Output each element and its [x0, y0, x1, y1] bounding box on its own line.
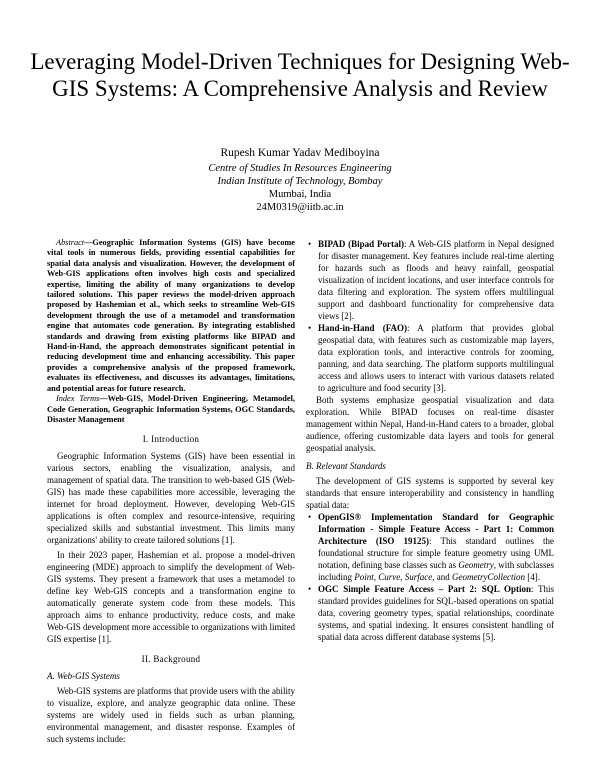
ogc-part1-text-b: , with subclasses including — [318, 560, 555, 582]
ogc-part1-text-c: , and — [432, 572, 452, 582]
ogc-part1-text-d: [4]. — [524, 572, 540, 582]
abstract — [47, 238, 295, 394]
list-item-hand-in-hand — [306, 322, 554, 394]
list-item-ogc-part2 — [306, 583, 554, 643]
bipad-text: : A Web-GIS platform in Nepal designed for disaster management. Key features include real-time alerting for hazards such as floods and heavy rainfall, geospatial visualization of incident locations, and user interface controls for data filtering and exploration. The system offers multilingual support and dashboard functionality for comprehensive data views [2]. — [318, 239, 554, 321]
ogc-part1-title: OpenGIS® Implementation Standard for Geographic Information - Simple Feature Access - Part 1: Common Architecture (ISO 19125) — [318, 512, 554, 546]
bipad-title: BIPAD (Bipad Portal) — [318, 239, 404, 249]
section-heading-background: II. Background — [141, 654, 201, 665]
ogc-part2-title: OGC Simple Feature Access – Part 2: SQL Option — [318, 584, 531, 594]
webgis-paragraph-1: Web-GIS systems are platforms that provide users with the ability to visualize, explore, and analyze geographic data online. These systems are widely used in fields such as urban planning, environmental management, and disaster response. Examples of such systems include: — [47, 686, 295, 745]
list-item-ogc-part1 — [306, 511, 554, 583]
author-location: Mumbai, India — [268, 189, 332, 200]
section-heading-introduction: I. Introduction — [142, 434, 200, 445]
abstract-text: —Geographic Information Systems (GIS) have become vital tools in numerous fields, providing essential capabilities for spatial data analysis and visualization. However, the development of Web-GIS applications often involves high costs and specialized expertise, limiting the ability of many organizations to develop tailored solutions. This paper reviews the model-driven approach proposed by Hashemian et al., which seeks to streamline Web-GIS development through the use of a metamodel and transformation engine that automates code generation. By integrating established standards and drawing from existing platforms like BIPAD and Hand-in-Hand, the approach demonstrates significant potential in reducing development time and enhancing accessibility. This paper provides a comprehensive analysis of the proposed framework, evaluates its effectiveness, and discusses its advantages, limitations, and potential areas for future research. — [47, 238, 295, 393]
bullet-icon: • — [308, 584, 312, 594]
hih-text: : A platform that provides global geospatial data, with features such as customizable map layers, data exploration tools, and interactive controls for zooming, panning, and data searching. The platform supports multilingual access and allows users to interact with various datasets related to agriculture and food security [3]. — [318, 323, 554, 393]
bullet-icon: • — [308, 323, 312, 333]
ogc-part1-sep2: , — [400, 572, 405, 582]
ogc-part1-sep1: , — [373, 572, 379, 582]
abstract-label: Abstract — [56, 238, 85, 247]
ogc-part1-geometry: Geometry — [458, 560, 494, 570]
right-column — [306, 238, 554, 643]
intro-paragraph-2: In their 2023 paper, Hashemian et al. propose a model-driven engineering (MDE) approach to simplify the development of Web-GIS systems. They present a framework that uses a metamodel to define key Web-GIS concepts and a transformation engine to automatically generate system code from these models. This approach aims to enhance productivity, reduce costs, and make Web-GIS development more accessible to organizations with limited GIS expertise [1]. — [47, 550, 295, 645]
author-block — [0, 146, 600, 214]
standards-list — [306, 511, 554, 643]
webgis-examples-list — [306, 238, 554, 394]
ogc-part1-geometry-collection: GeometryCollection — [452, 572, 525, 582]
subsection-heading-standards: B. Relevant Standards — [306, 461, 386, 471]
author-name: Rupesh Kumar Yadav Mediboyina — [220, 147, 380, 159]
both-systems-paragraph: Both systems emphasize geospatial visualization and data exploration. While BIPAD focuses on real-time disaster management within Nepal, Hand-in-Hand caters to a broader, global audience, offering customizable data layers and tools for general geospatial analysis. — [306, 395, 554, 453]
paper-title: Leveraging Model-Driven Techniques for Designing Web-GIS Systems: A Comprehensive Analysis and Review — [30, 49, 570, 101]
standards-paragraph-1: The development of GIS systems is supported by several key standards that ensure interoperability and consistency in handling spatial data: — [306, 476, 554, 510]
hih-title: Hand-in-Hand (FAO) — [318, 323, 408, 333]
bullet-icon: • — [308, 239, 312, 249]
affiliation-centre: Centre of Studies In Resources Engineering — [208, 163, 392, 174]
index-terms — [47, 394, 295, 425]
left-column — [47, 238, 295, 745]
ogc-part1-point: Point — [354, 572, 374, 582]
ogc-part1-text-a: : This standard outlines the foundational structure for simple feature geometry using UML notation, defining base classes such as — [318, 536, 554, 570]
ogc-part1-curve: Curve — [378, 572, 401, 582]
subsection-heading-webgis: A. Web-GIS Systems — [47, 671, 120, 682]
list-item-bipad — [306, 238, 554, 322]
affiliation-institute: Indian Institute of Technology, Bombay — [217, 176, 383, 187]
ogc-part1-surface: Surface — [404, 572, 433, 582]
author-email[interactable]: 24M0319@iitb.ac.in — [256, 202, 344, 213]
intro-paragraph-1: Geographic Information Systems (GIS) have been essential in various sectors, enabling the visualization, analysis, and management of spatial data. The transition to web-based GIS (Web-GIS) has made these capabilities more accessible, leveraging the internet for broad deployment. However, developing Web-GIS applications is often complex and resource-intensive, requiring specialized skills and substantial investment. This limits many organizations' ability to create tailored solutions [1]. — [47, 451, 295, 546]
index-terms-text: —Web-GIS, Model-Driven Engineering, Metamodel, Code Generation, Geographic Information Systems, OGC Standards, Disaster Management — [47, 394, 295, 424]
bullet-icon: • — [308, 512, 312, 522]
index-terms-label: Index Terms — [56, 394, 100, 404]
ogc-part2-text: : This standard provides guidelines for SQL-based operations on spatial data, covering geometry types, spatial relationships, coordinate systems, and spatial indexing. It ensures consistent handling of spatial data across different database systems [5]. — [318, 584, 554, 642]
